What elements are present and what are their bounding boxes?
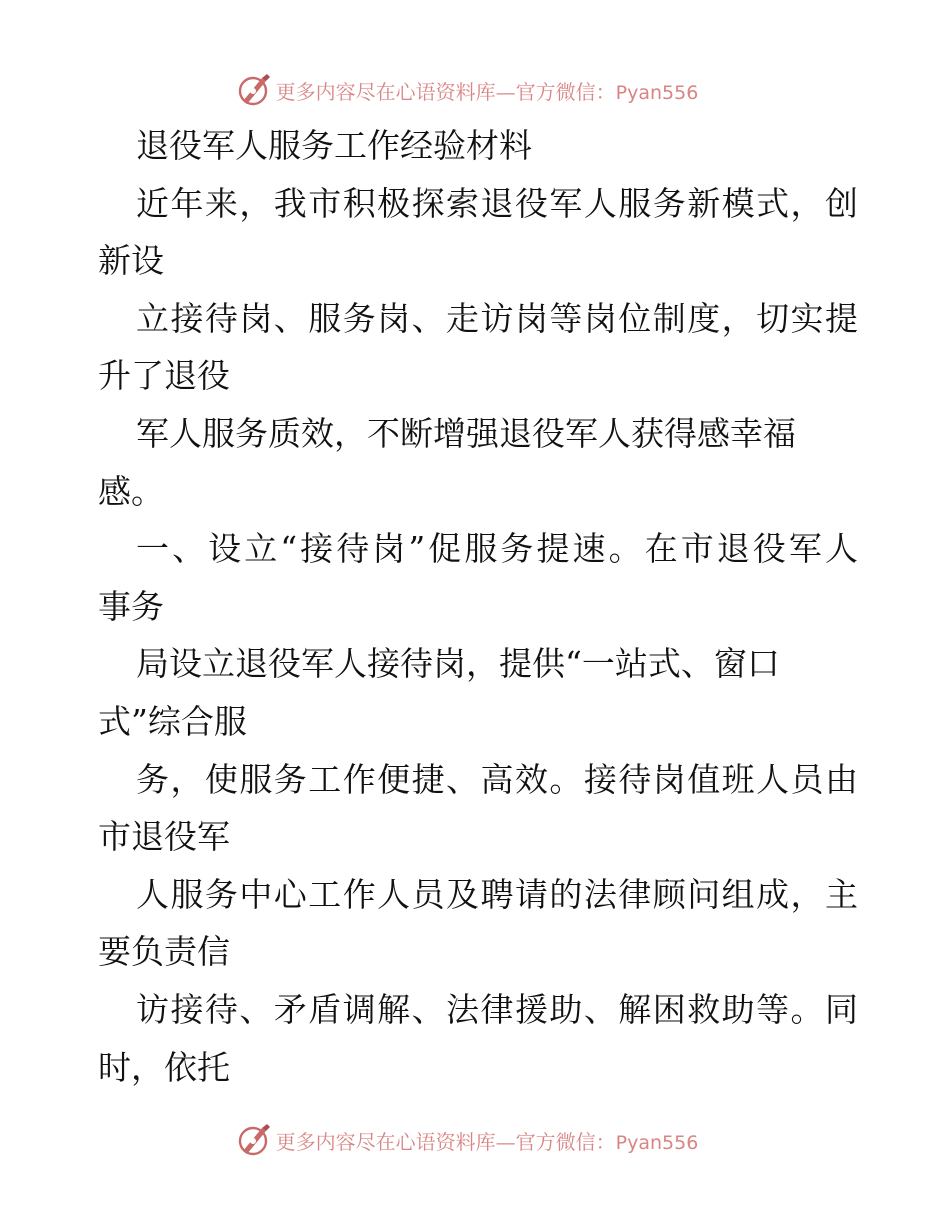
banner-text: 更多内容尽在心语资料库—官方微信： xyxy=(275,1129,616,1154)
paragraph-line: 市退役军 xyxy=(98,817,230,857)
paragraph-line: 访接待、矛盾调解、法律援助、解困救助等。同 xyxy=(136,989,858,1029)
paragraph-line: 近年来，我市积极探索退役军人服务新模式，创 xyxy=(136,183,858,223)
document-body xyxy=(98,117,858,1096)
paragraph-line: 军人服务质效，不断增强退役军人获得感幸福 xyxy=(136,413,796,453)
paragraph-line: 事务 xyxy=(98,586,164,626)
banner-wechat-id: Pyan556 xyxy=(615,81,699,104)
header-watermark-banner xyxy=(0,70,950,110)
paragraph-line: 式”综合服 xyxy=(98,701,247,741)
paragraph-line: 升了退役 xyxy=(98,356,230,396)
paragraph-line: 感。 xyxy=(98,471,164,511)
paragraph-line: 局设立退役军人接待岗，提供“一站式、窗口 xyxy=(136,644,780,684)
pen-logo-icon xyxy=(236,72,272,108)
paragraph-line: 立接待岗、服务岗、走访岗等岗位制度，切实提 xyxy=(136,298,858,338)
banner-text: 更多内容尽在心语资料库—官方微信： xyxy=(275,79,616,104)
paragraph-line: 要负责信 xyxy=(98,932,230,972)
paragraph-line: 务，使服务工作便捷、高效。接待岗值班人员由 xyxy=(136,759,858,799)
footer-watermark-banner xyxy=(0,1120,950,1160)
paragraph-line: 一、设立“接待岗”促服务提速。在市退役军人 xyxy=(136,529,858,569)
banner-wechat-id: Pyan556 xyxy=(615,1131,699,1154)
paragraph-line: 时，依托 xyxy=(98,1047,230,1087)
document-title: 退役军人服务工作经验材料 xyxy=(136,126,532,165)
paragraph-line: 新设 xyxy=(98,241,164,281)
paragraph-line: 人服务中心工作人员及聘请的法律顾问组成，主 xyxy=(136,874,858,914)
pen-logo-icon xyxy=(236,1122,272,1158)
